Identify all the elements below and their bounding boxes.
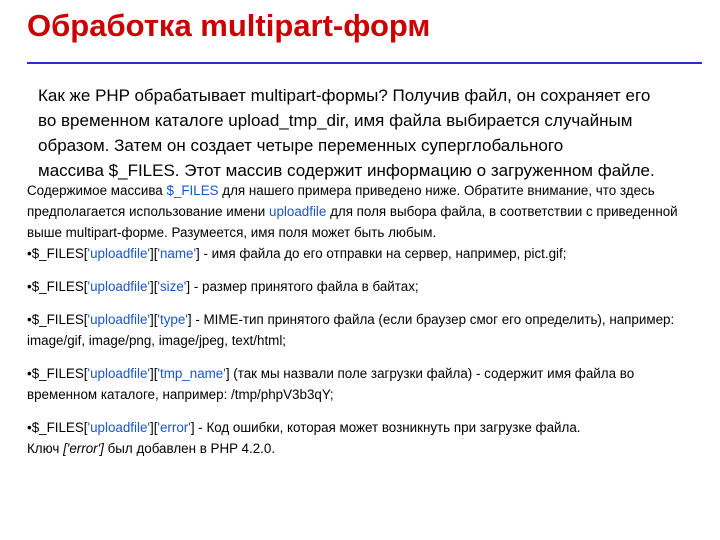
item-key: 'name'	[157, 246, 197, 261]
item-key: 'error'	[157, 420, 191, 435]
paragraph-text: для поля выбора файла, в соответствии с приведенной выше multipart-форме. Разумеется, имя поля может быть любым.	[27, 204, 678, 240]
files-variable: $_FILES	[166, 183, 219, 198]
intro-line: Как же PHP обрабатывает multipart-формы? Получив файл, он сохраняет его	[38, 86, 651, 105]
item-text: (так мы назвали поле загрузки файла) - содержит имя файла во временном каталоге, например: /tmp/phpV3b3qY;	[27, 366, 635, 402]
item-key: 'uploadfile'	[87, 312, 150, 327]
item-key: 'type'	[157, 312, 188, 327]
item-bracket: ][	[149, 366, 158, 381]
intro-line: во временном каталоге upload_tmp_dir, имя файла выбирается случайным	[38, 111, 633, 130]
uploadfile-name: uploadfile	[269, 204, 327, 219]
item-key: 'uploadfile'	[87, 246, 150, 261]
item-bracket: ]	[196, 246, 200, 261]
item-text: был добавлен в PHP 4.2.0.	[103, 441, 276, 456]
error-key: ['error']	[63, 441, 104, 456]
item-bracket: ][	[149, 279, 158, 294]
intro-block	[38, 83, 698, 183]
paragraph-text: для нашего примера приведено ниже. Обратите внимание, что здесь предполагается использование имени	[27, 183, 655, 219]
list-item-error	[27, 417, 707, 459]
item-text: - имя файла до его отправки на сервер, например, pict.gif;	[199, 246, 567, 261]
item-bracket: ][	[149, 312, 158, 327]
spacer	[27, 297, 707, 309]
description-paragraph	[27, 180, 707, 243]
item-key: 'uploadfile'	[87, 366, 150, 381]
item-bracket: ]	[187, 312, 192, 327]
item-key: 'size'	[157, 279, 187, 294]
item-text: - Код ошибки, которая может возникнуть при загрузке файла.	[194, 420, 581, 435]
item-bracket: ][	[149, 246, 158, 261]
item-prefix: •$_FILES[	[27, 312, 88, 327]
intro-line: образом. Затем он создает четыре переменных суперглобального	[38, 136, 564, 155]
item-prefix: •$_FILES[	[27, 420, 88, 435]
paragraph-text: Содержимое массива	[27, 183, 167, 198]
intro-line: массива $_FILES. Этот массив содержит информацию о загруженном файле.	[38, 161, 655, 180]
slide-title: Обработка multipart-форм	[27, 8, 431, 43]
item-key: 'uploadfile'	[87, 420, 150, 435]
item-key: 'uploadfile'	[87, 279, 150, 294]
item-prefix: •$_FILES[	[27, 279, 88, 294]
item-text: Ключ	[27, 441, 64, 456]
list-item-type	[27, 309, 707, 351]
content-block	[27, 180, 707, 459]
list-item-name	[27, 243, 707, 264]
item-bracket: ][	[149, 420, 158, 435]
item-text: - размер принятого файла в байтах;	[190, 279, 419, 294]
item-key: 'tmp_name'	[157, 366, 226, 381]
item-bracket: ]	[225, 366, 230, 381]
item-bracket: ]	[186, 279, 191, 294]
spacer	[27, 351, 707, 363]
list-item-tmp-name	[27, 363, 707, 405]
title-divider	[27, 62, 702, 64]
spacer	[27, 405, 707, 417]
item-prefix: •$_FILES[	[27, 366, 88, 381]
list-item-size	[27, 276, 707, 297]
item-prefix: •$_FILES[	[27, 246, 88, 261]
item-text: - MIME-тип принятого файла (если браузер смог его определить), например: image/gif, image/png, image/jpeg, text/html;	[27, 312, 675, 348]
item-bracket: ]	[190, 420, 195, 435]
spacer	[27, 264, 707, 276]
